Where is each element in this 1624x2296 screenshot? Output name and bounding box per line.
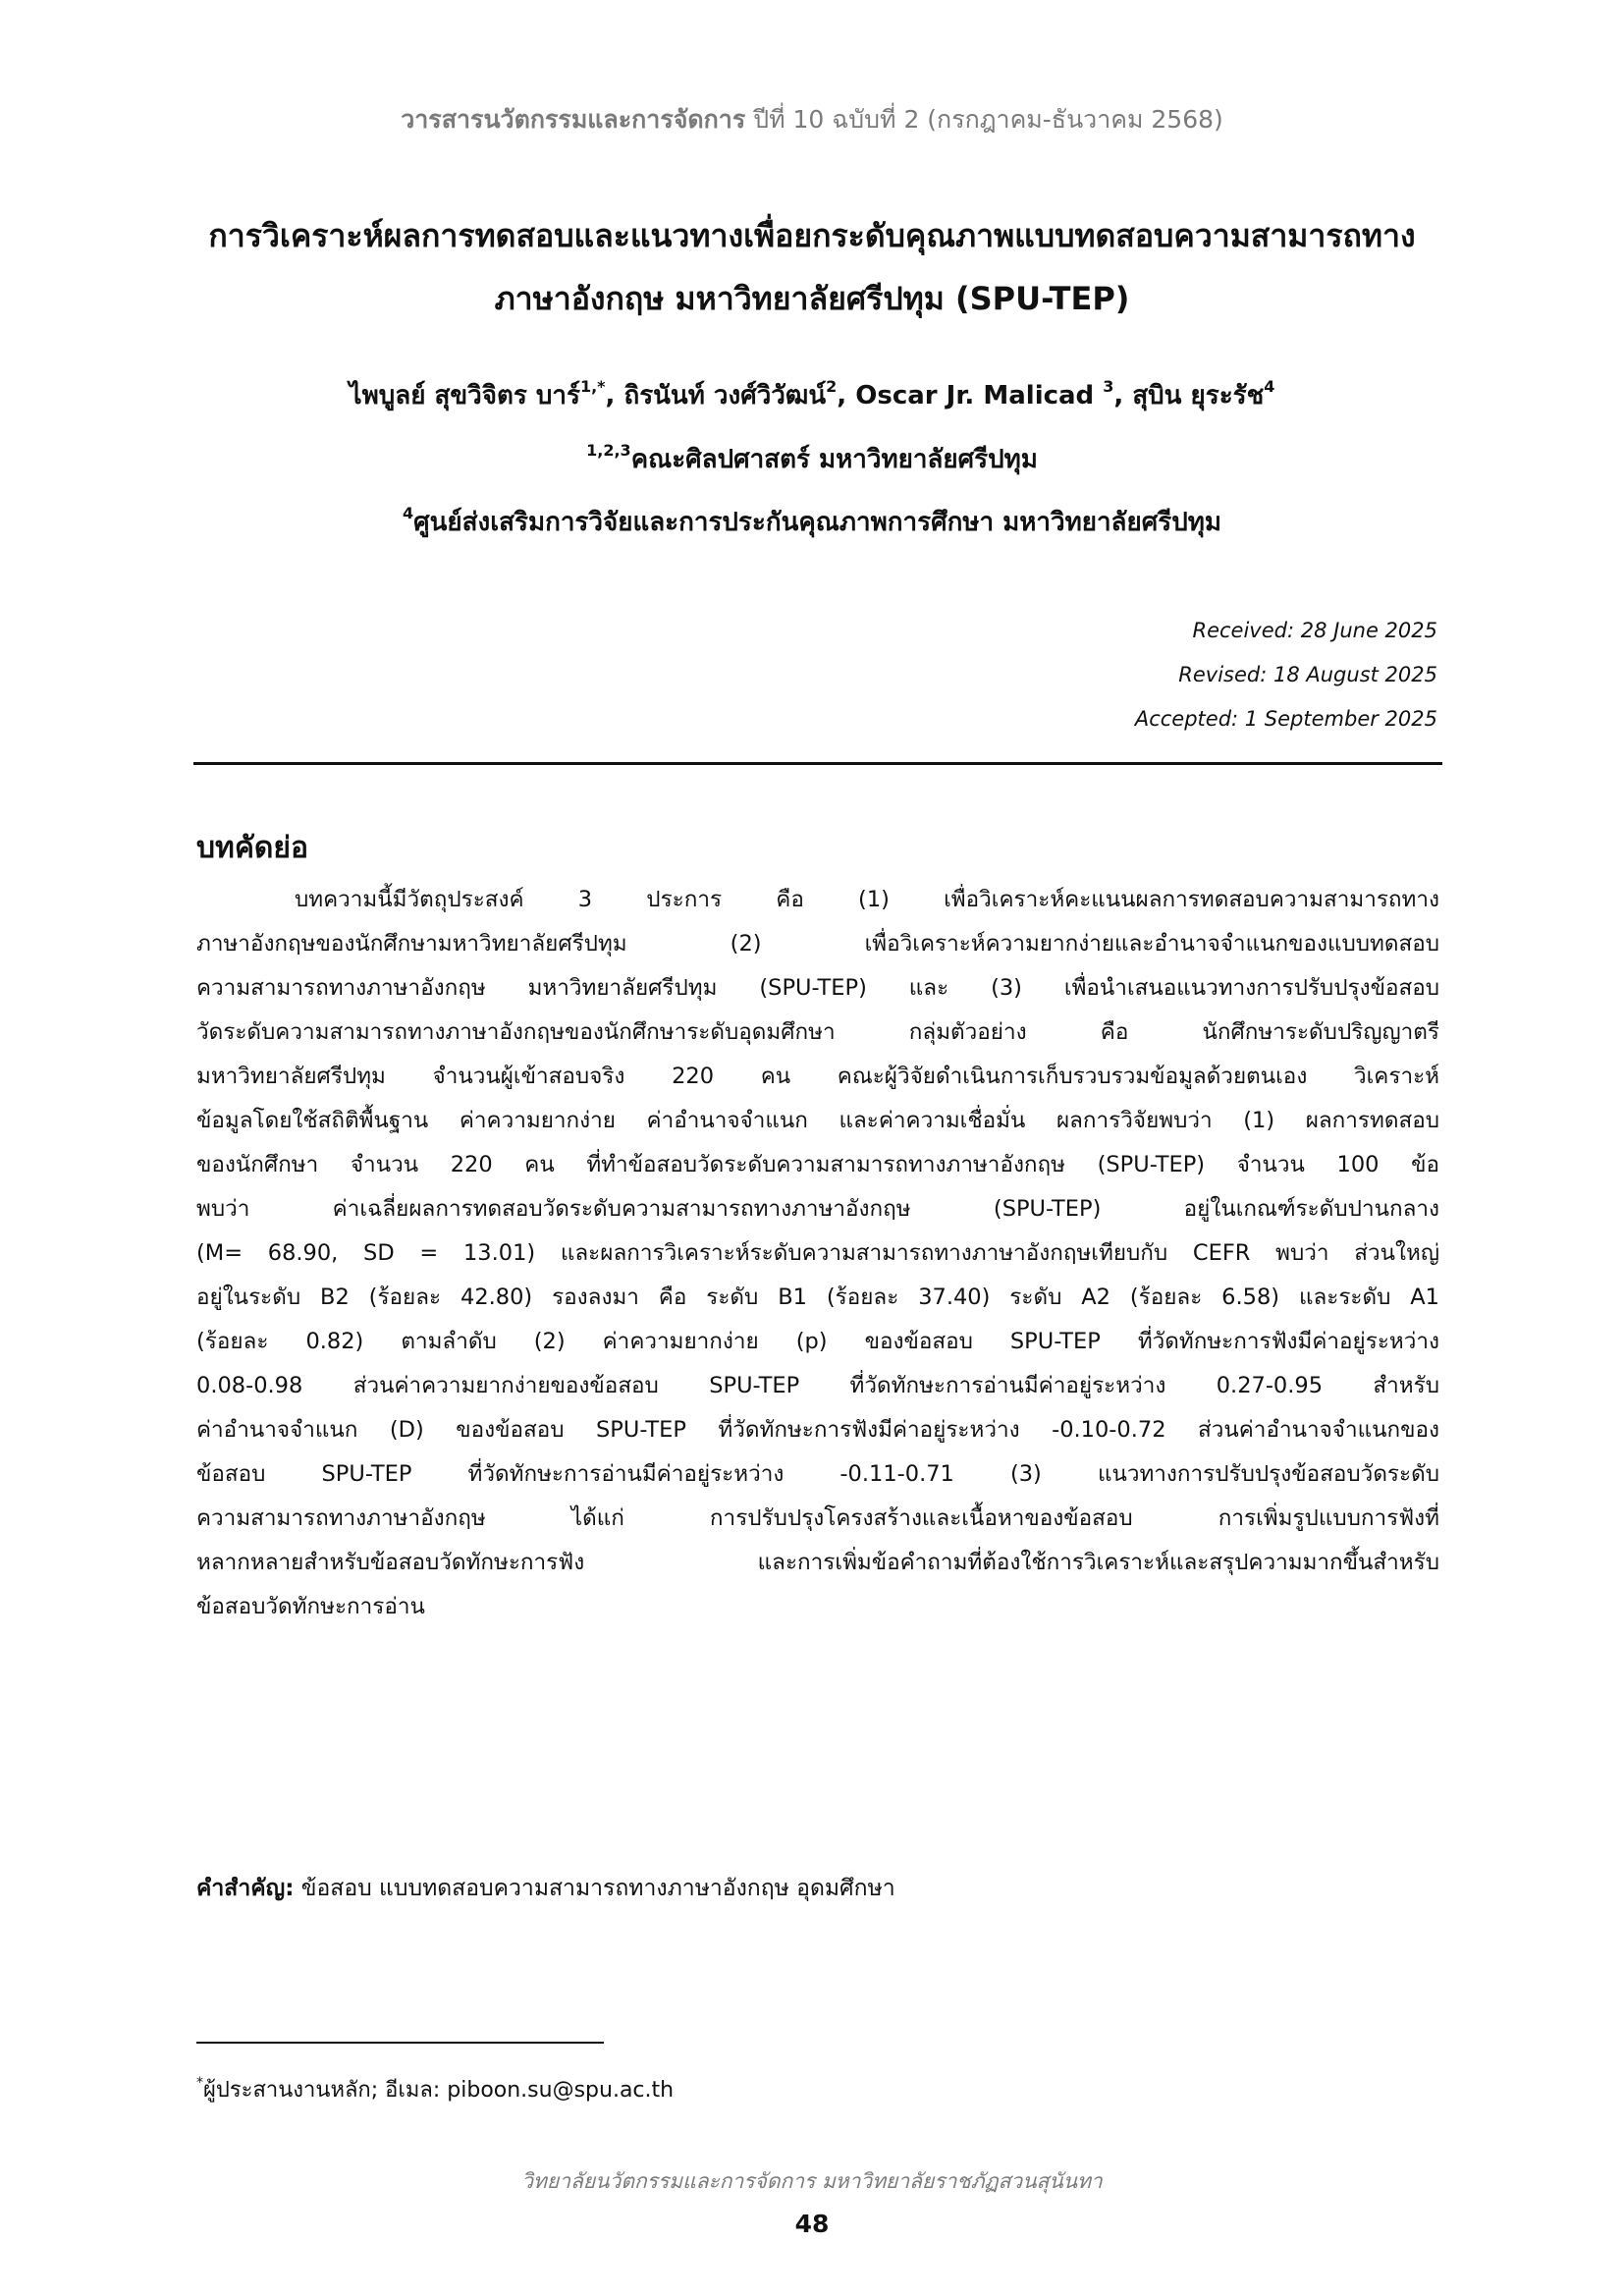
accepted-date: Accepted: 1 September 2025	[1134, 707, 1437, 731]
abstract-line: (ร้อยละ 0.82) ตามลำดับ (2) ค่าความยากง่าย (p) ของข้อสอบ SPU-TEP ที่วัดทักษะการฟังมีค่าอยู่ระหว่าง	[196, 1329, 1439, 1354]
page-number: 48	[794, 2210, 830, 2238]
author-separator: ,	[605, 381, 624, 410]
keywords	[196, 1871, 895, 1906]
affiliation-marker: 1,2,3	[586, 441, 631, 460]
abstract-line: บทความนี้มีวัตถุประสงค์ 3 ประการ คือ (1) เพื่อวิเคราะห์คะแนนผลการทดสอบความสามารถทาง	[295, 887, 1439, 912]
paper-title-line-1: การวิเคราะห์ผลการทดสอบและแนวทางเพื่อยกระดับคุณภาพแบบทดสอบความสามารถทาง	[208, 217, 1416, 254]
corresponding-author-footnote	[196, 2072, 674, 2106]
abstract-line: ความสามารถทางภาษาอังกฤษ ได้แก่ การปรับปรุงโครงสร้างและเนื้อหาของข้อสอบ การเพิ่มรูปแบบการฟังที่	[196, 1505, 1439, 1531]
affiliation-marker: 4	[403, 504, 414, 522]
publication-dates	[1135, 609, 1437, 741]
footnote-marker: *	[196, 2075, 203, 2091]
abstract-line: ข้อสอบ SPU-TEP ที่วัดทักษะการอ่านมีค่าอยู่ระหว่าง -0.11-0.71 (3) แนวทางการปรับปรุงข้อสอบวัดระดับ	[196, 1461, 1439, 1487]
author-affiliation-marker: 2	[826, 377, 838, 396]
affiliation-1	[147, 442, 1477, 477]
keywords-text: ข้อสอบ แบบทดสอบความสามารถทางภาษาอังกฤษ อุดมศึกษา	[294, 1876, 895, 1901]
abstract-line: อยู่ในระดับ B2 (ร้อยละ 42.80) รองลงมา คือ ระดับ B1 (ร้อยละ 37.40) ระดับ A2 (ร้อยละ 6.58) และระดับ A1	[196, 1285, 1439, 1310]
running-footer: วิทยาลัยนวัตกรรมและการจัดการ มหาวิทยาลัยราชภัฏสวนสุนันทา	[521, 2169, 1103, 2193]
abstract-line: ของนักศึกษา จำนวน 220 คน ที่ทำข้อสอบวัดระดับความสามารถทางภาษาอังกฤษ (SPU-TEP) จำนวน 100 ข้อ	[196, 1152, 1439, 1177]
footnote-divider	[196, 2042, 604, 2044]
paper-title	[147, 204, 1477, 330]
affiliation-text: ศูนย์ส่งเสริมการวิจัยและการประกันคุณภาพการศึกษา มหาวิทยาลัยศรีปทุม	[413, 508, 1221, 537]
author-name: สุบิน ยุระรัช	[1132, 381, 1265, 410]
received-date: Received: 28 June 2025	[1192, 619, 1437, 642]
abstract-body	[196, 878, 1439, 1629]
journal-issue: ปีที่ 10 ฉบับที่ 2 (กรกฎาคม-ธันวาคม 2568)	[753, 105, 1223, 134]
keywords-label: คำสำคัญ:	[196, 1876, 295, 1901]
author-name: Oscar Jr. Malicad	[855, 381, 1104, 410]
header-divider	[193, 762, 1442, 765]
affiliation-text: คณะศิลปศาสตร์ มหาวิทยาลัยศรีปทุม	[630, 445, 1038, 474]
author-name: ไพบูลย์ สุขวิจิตร บาร์	[349, 381, 580, 410]
abstract-line: ภาษาอังกฤษของนักศึกษามหาวิทยาลัยศรีปทุม (2) เพื่อวิเคราะห์ความยากง่ายและอำนาจจำแนกของแบบทดสอบ	[196, 931, 1439, 957]
paper-title-line-2: ภาษาอังกฤษ มหาวิทยาลัยศรีปทุม (SPU-TEP)	[494, 280, 1130, 317]
footnote-text: ผู้ประสานงานหลัก; อีเมล: piboon.su@spu.ac.th	[203, 2078, 675, 2103]
abstract-line: 0.08-0.98 ส่วนค่าความยากง่ายของข้อสอบ SPU-TEP ที่วัดทักษะการอ่านมีค่าอยู่ระหว่าง 0.27-0.95 สำหรับ	[196, 1373, 1439, 1398]
author-affiliation-marker: 3	[1103, 377, 1114, 396]
running-header	[0, 100, 1624, 139]
abstract-heading: บทคัดย่อ	[196, 831, 308, 865]
journal-name: วารสารนวัตกรรมและการจัดการ	[401, 105, 746, 134]
abstract-line: พบว่า ค่าเฉลี่ยผลการทดสอบวัดระดับความสามารถทางภาษาอังกฤษ (SPU-TEP) อยู่ในเกณฑ์ระดับปานกลาง	[196, 1196, 1439, 1222]
abstract-line: วัดระดับความสามารถทางภาษาอังกฤษของนักศึกษาระดับอุดมศึกษา กลุ่มตัวอย่าง คือ นักศึกษาระดับปริญญาตรี	[196, 1019, 1439, 1045]
revised-date: Revised: 18 August 2025	[1178, 663, 1437, 686]
author-name: ถิรนันท์ วงศ์วิวัฒน์	[623, 381, 827, 410]
affiliation-2	[147, 505, 1477, 540]
author-list	[147, 378, 1477, 413]
abstract-line: (M= 68.90, SD = 13.01) และผลการวิเคราะห์ระดับความสามารถทางภาษาอังกฤษเทียบกับ CEFR พบว่า ส่วนใหญ่	[196, 1240, 1439, 1266]
abstract-line: ข้อสอบวัดทักษะการอ่าน	[196, 1594, 425, 1619]
abstract-line: มหาวิทยาลัยศรีปทุม จำนวนผู้เข้าสอบจริง 220 คน คณะผู้วิจัยดำเนินการเก็บรวบรวมข้อมูลด้วยตนเอง วิเคราะห์	[196, 1064, 1439, 1089]
abstract-line: ข้อมูลโดยใช้สถิติพื้นฐาน ค่าความยากง่าย ค่าอำนาจจำแนก และค่าความเชื่อมั่น ผลการวิจัยพบว่า (1) ผลการทดสอบ	[196, 1108, 1439, 1133]
author-separator: ,	[1113, 381, 1133, 410]
author-affiliation-marker: 4	[1264, 377, 1275, 396]
abstract-line: ค่าอำนาจจำแนก (D) ของข้อสอบ SPU-TEP ที่วัดทักษะการฟังมีค่าอยู่ระหว่าง -0.10-0.72 ส่วนค่าอำนาจจำแนกของ	[196, 1417, 1439, 1443]
abstract-line: ความสามารถทางภาษาอังกฤษ มหาวิทยาลัยศรีปทุม (SPU-TEP) และ (3) เพื่อนำเสนอแนวทางการปรับปรุงข้อสอบ	[196, 975, 1439, 1001]
author-separator: ,	[837, 381, 856, 410]
author-affiliation-marker: 1,*	[579, 377, 606, 396]
abstract-line: หลากหลายสำหรับข้อสอบวัดทักษะการฟัง และการเพิ่มข้อคำถามที่ต้องใช้การวิเคราะห์และสรุปความมากขึ้นสำหรับ	[196, 1550, 1439, 1575]
